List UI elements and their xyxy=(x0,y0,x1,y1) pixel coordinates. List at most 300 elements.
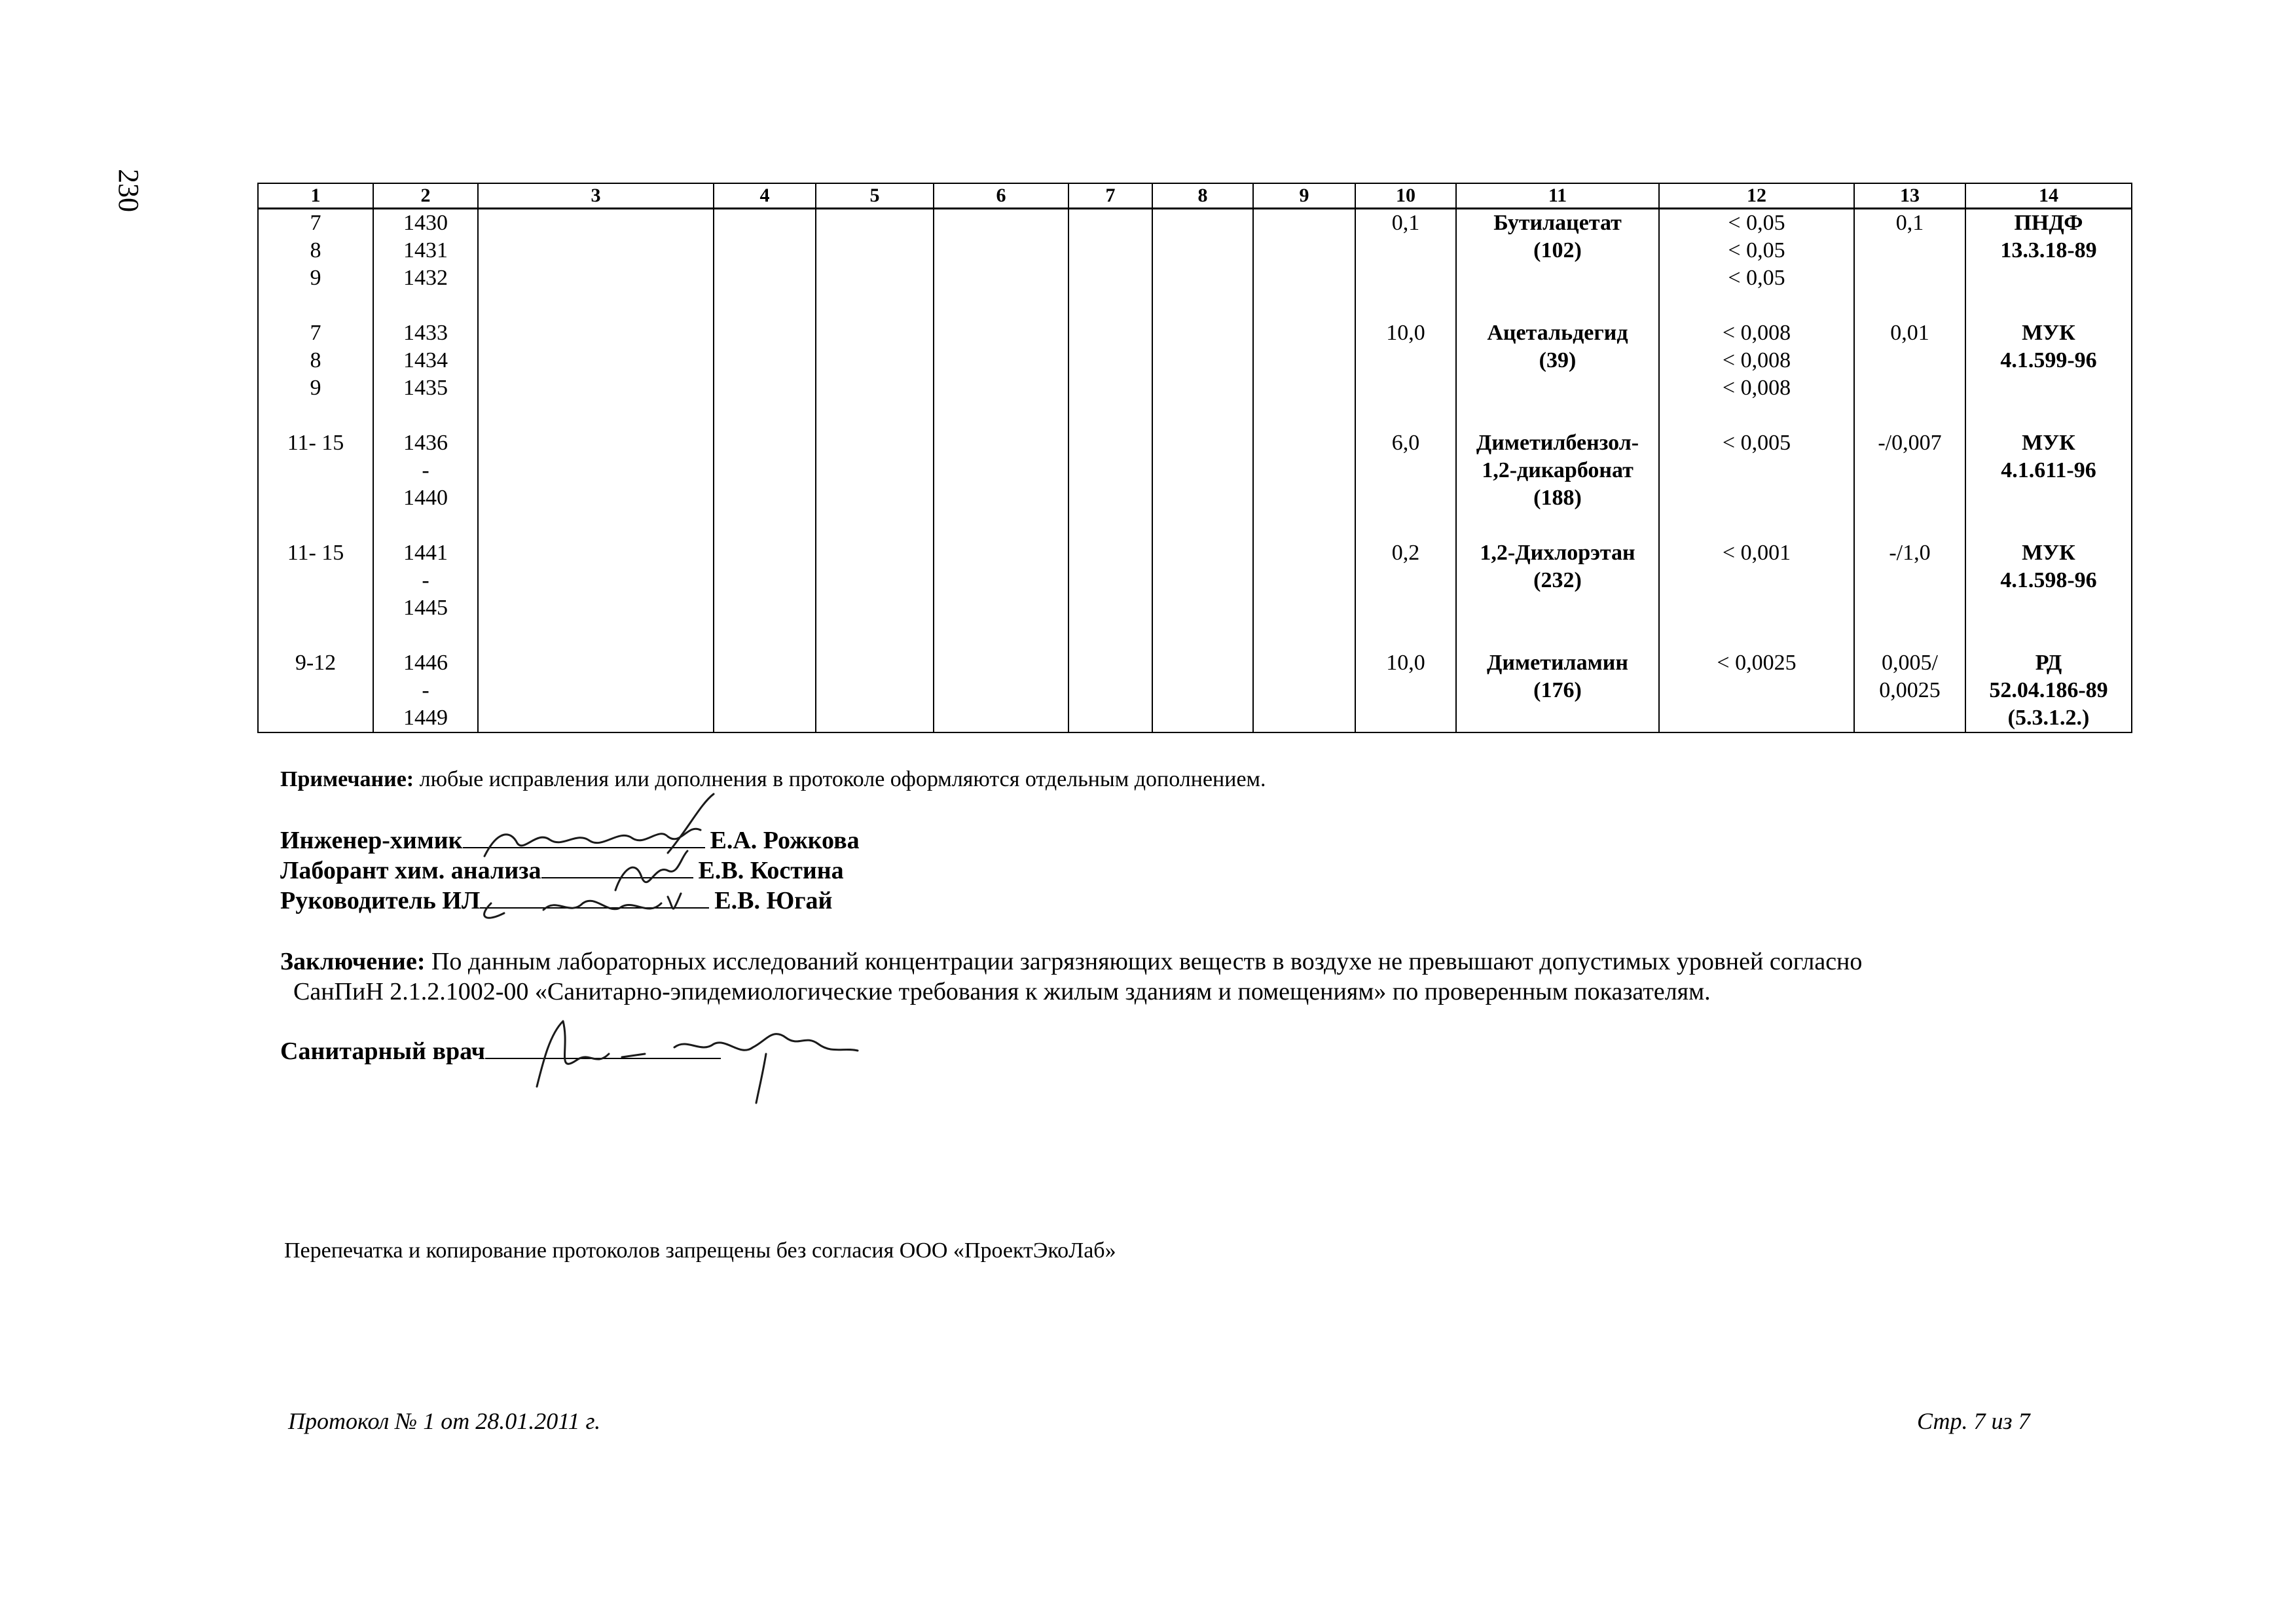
doctor-role: Санитарный врач xyxy=(280,1038,486,1065)
table-cell xyxy=(1355,622,1456,649)
table-cell xyxy=(1253,237,1355,264)
table-cell xyxy=(934,292,1068,319)
table-cell xyxy=(1659,402,1854,429)
table-cell xyxy=(816,237,934,264)
table-cell xyxy=(1854,264,1965,292)
table-cell xyxy=(478,594,714,622)
table-cell xyxy=(714,209,816,238)
table-cell xyxy=(478,457,714,484)
column-header: 3 xyxy=(478,183,714,209)
table-cell xyxy=(478,402,714,429)
table-cell xyxy=(816,567,934,594)
table-cell xyxy=(816,539,934,567)
copyright-notice: Перепечатка и копирование протоколов запрещены без согласия ООО «ПроектЭкоЛаб» xyxy=(284,1238,1116,1263)
table-cell xyxy=(1456,622,1659,649)
table-cell: 0,2 xyxy=(1355,539,1456,567)
table-row xyxy=(258,677,2132,704)
table-cell: Диметиламин xyxy=(1456,649,1659,677)
table-cell xyxy=(1355,402,1456,429)
table-cell: < 0,008 xyxy=(1659,319,1854,347)
table-row xyxy=(258,539,2132,567)
table-cell xyxy=(478,347,714,374)
table-cell xyxy=(1355,594,1456,622)
table-cell xyxy=(1854,457,1965,484)
table-cell xyxy=(1068,567,1152,594)
table-cell: 4.1.599-96 xyxy=(1965,347,2132,374)
table-cell xyxy=(1152,512,1253,539)
table-cell xyxy=(1854,567,1965,594)
table-cell: Бутилацетат xyxy=(1456,209,1659,238)
table-cell xyxy=(1456,374,1659,402)
table-cell xyxy=(1659,594,1854,622)
table-cell: 1,2-Дихлорэтан xyxy=(1456,539,1659,567)
table-cell xyxy=(1068,319,1152,347)
table-cell: < 0,008 xyxy=(1659,374,1854,402)
table-cell xyxy=(1068,677,1152,704)
table-cell xyxy=(478,292,714,319)
table-cell xyxy=(934,347,1068,374)
table-cell xyxy=(1253,484,1355,512)
handwritten-signature-doctor xyxy=(524,1008,890,1106)
table-cell: 1441 xyxy=(373,539,478,567)
table-cell xyxy=(1355,677,1456,704)
column-header: 7 xyxy=(1068,183,1152,209)
table-cell: 9-12 xyxy=(258,649,373,677)
table-cell xyxy=(816,292,934,319)
table-cell: ПНДФ xyxy=(1965,209,2132,238)
table-cell xyxy=(1152,594,1253,622)
table-cell: < 0,0025 xyxy=(1659,649,1854,677)
table-cell xyxy=(1068,512,1152,539)
table-cell xyxy=(1965,374,2132,402)
table-cell: 1,2-дикарбонат xyxy=(1456,457,1659,484)
table-cell: -/1,0 xyxy=(1854,539,1965,567)
table-cell xyxy=(258,402,373,429)
conclusion-text-line2: СанПиН 2.1.2.1002-00 «Санитарно-эпидемиологические требования к жилым зданиям и помещениям» по проверенным показателям. xyxy=(293,978,1711,1005)
table-cell xyxy=(934,704,1068,732)
table-cell xyxy=(1965,622,2132,649)
table-cell xyxy=(1355,457,1456,484)
table-cell xyxy=(373,292,478,319)
table-cell xyxy=(714,594,816,622)
table-cell: РД xyxy=(1965,649,2132,677)
table-cell xyxy=(258,704,373,732)
table-row xyxy=(258,594,2132,622)
table-row xyxy=(258,374,2132,402)
table-cell xyxy=(1253,429,1355,457)
table-cell: 1435 xyxy=(373,374,478,402)
table-cell xyxy=(1355,704,1456,732)
table-cell: < 0,008 xyxy=(1659,347,1854,374)
table-cell xyxy=(714,484,816,512)
table-cell: 52.04.186-89 xyxy=(1965,677,2132,704)
table-cell xyxy=(1068,402,1152,429)
table-cell xyxy=(714,677,816,704)
table-cell xyxy=(714,429,816,457)
table-row xyxy=(258,567,2132,594)
table-cell: 8 xyxy=(258,237,373,264)
table-cell xyxy=(1152,457,1253,484)
signature-name: Е.В. Югай xyxy=(714,887,833,914)
table-cell xyxy=(1068,374,1152,402)
table-cell xyxy=(1253,402,1355,429)
table-cell xyxy=(478,429,714,457)
table-header-row xyxy=(258,183,2132,209)
table-cell xyxy=(816,374,934,402)
table-cell: 6,0 xyxy=(1355,429,1456,457)
table-cell: 7 xyxy=(258,209,373,238)
table-cell xyxy=(1355,292,1456,319)
table-cell xyxy=(478,484,714,512)
column-header: 12 xyxy=(1659,183,1854,209)
table-cell xyxy=(1355,374,1456,402)
table-cell xyxy=(1854,347,1965,374)
table-row xyxy=(258,429,2132,457)
table-cell xyxy=(934,539,1068,567)
table-cell xyxy=(816,264,934,292)
table-spacer-row xyxy=(258,292,2132,319)
table-cell xyxy=(1152,292,1253,319)
table-row xyxy=(258,209,2132,238)
table-cell xyxy=(714,539,816,567)
table-cell xyxy=(478,374,714,402)
table-cell: (232) xyxy=(1456,567,1659,594)
table-cell xyxy=(1068,622,1152,649)
table-cell xyxy=(1068,292,1152,319)
table-spacer-row xyxy=(258,402,2132,429)
table-cell: 1431 xyxy=(373,237,478,264)
handwritten-signature-head xyxy=(471,877,720,923)
column-header: 5 xyxy=(816,183,934,209)
table-cell xyxy=(373,402,478,429)
table-cell: 8 xyxy=(258,347,373,374)
table-cell: 4.1.611-96 xyxy=(1965,457,2132,484)
table-cell xyxy=(1253,567,1355,594)
table-cell xyxy=(714,704,816,732)
table-cell xyxy=(934,457,1068,484)
table-cell: 1449 xyxy=(373,704,478,732)
note xyxy=(280,767,1266,792)
table-cell xyxy=(1152,374,1253,402)
note-label: Примечание: xyxy=(280,767,414,791)
table-cell xyxy=(478,649,714,677)
table-cell xyxy=(1965,484,2132,512)
table-cell xyxy=(478,237,714,264)
table-cell xyxy=(934,319,1068,347)
table-cell xyxy=(258,512,373,539)
table-cell xyxy=(1068,237,1152,264)
table-cell xyxy=(714,264,816,292)
table-cell xyxy=(934,402,1068,429)
table-cell: Диметилбензол- xyxy=(1456,429,1659,457)
table-cell: 1440 xyxy=(373,484,478,512)
table-cell xyxy=(1152,429,1253,457)
table-cell: 1446 xyxy=(373,649,478,677)
table-cell xyxy=(258,484,373,512)
table-cell xyxy=(1152,649,1253,677)
table-cell xyxy=(714,402,816,429)
table-cell: 1433 xyxy=(373,319,478,347)
table-cell: 11- 15 xyxy=(258,539,373,567)
table-cell xyxy=(1152,347,1253,374)
column-header: 13 xyxy=(1854,183,1965,209)
table-cell xyxy=(816,209,934,238)
table-cell: МУК xyxy=(1965,539,2132,567)
column-header: 14 xyxy=(1965,183,2132,209)
table-cell xyxy=(1253,374,1355,402)
table-cell xyxy=(258,594,373,622)
footer-page: Стр. 7 из 7 xyxy=(1917,1408,2030,1434)
table-cell xyxy=(934,622,1068,649)
table-cell: 10,0 xyxy=(1355,649,1456,677)
table-cell xyxy=(1456,292,1659,319)
table-row xyxy=(258,319,2132,347)
table-cell xyxy=(1854,704,1965,732)
table-cell xyxy=(816,677,934,704)
table-row xyxy=(258,484,2132,512)
table-cell xyxy=(478,512,714,539)
table-cell xyxy=(1068,429,1152,457)
column-header: 11 xyxy=(1456,183,1659,209)
signature-name: Е.А. Рожкова xyxy=(710,827,860,854)
table-cell: 1434 xyxy=(373,347,478,374)
table-cell xyxy=(1456,594,1659,622)
table-cell xyxy=(1152,209,1253,238)
table-cell xyxy=(1355,567,1456,594)
table-cell xyxy=(1152,704,1253,732)
table-cell xyxy=(816,319,934,347)
table-cell xyxy=(1253,457,1355,484)
column-header: 6 xyxy=(934,183,1068,209)
table-cell xyxy=(934,512,1068,539)
table-cell xyxy=(934,567,1068,594)
table-cell: МУК xyxy=(1965,319,2132,347)
table-cell xyxy=(1854,237,1965,264)
table-cell: 10,0 xyxy=(1355,319,1456,347)
table-cell xyxy=(1659,704,1854,732)
table-cell xyxy=(714,374,816,402)
column-header: 9 xyxy=(1253,183,1355,209)
table-cell xyxy=(714,512,816,539)
table-cell xyxy=(258,292,373,319)
table-cell: 1436 xyxy=(373,429,478,457)
table-cell xyxy=(816,512,934,539)
column-header: 10 xyxy=(1355,183,1456,209)
table-cell: (39) xyxy=(1456,347,1659,374)
signature-role: Инженер-химик xyxy=(280,827,463,854)
table-cell: 7 xyxy=(258,319,373,347)
signature-name: Е.В. Костина xyxy=(698,857,844,884)
footer-protocol: Протокол № 1 от 28.01.2011 г. xyxy=(288,1408,601,1434)
table-row xyxy=(258,347,2132,374)
table-cell xyxy=(816,649,934,677)
table-cell xyxy=(1854,622,1965,649)
table-cell xyxy=(714,292,816,319)
table-cell xyxy=(1152,319,1253,347)
table-cell xyxy=(714,649,816,677)
table-cell xyxy=(478,567,714,594)
table-cell xyxy=(1152,677,1253,704)
table-cell xyxy=(1659,622,1854,649)
table-cell xyxy=(1253,677,1355,704)
table-cell xyxy=(816,457,934,484)
table-cell xyxy=(1659,484,1854,512)
table-cell xyxy=(1253,292,1355,319)
table-cell xyxy=(1854,402,1965,429)
conclusion-label: Заключение: xyxy=(280,948,426,975)
table-cell xyxy=(934,237,1068,264)
table-cell xyxy=(934,649,1068,677)
table-cell xyxy=(1456,402,1659,429)
table-cell xyxy=(1355,237,1456,264)
table-cell xyxy=(1068,649,1152,677)
table-cell: < 0,05 xyxy=(1659,237,1854,264)
table-spacer-row xyxy=(258,512,2132,539)
table-cell xyxy=(478,319,714,347)
table-cell xyxy=(1854,512,1965,539)
table-cell xyxy=(934,374,1068,402)
table-cell xyxy=(1854,484,1965,512)
signature-role: Руководитель ИЛ xyxy=(280,887,481,914)
table-cell xyxy=(1854,374,1965,402)
table-cell xyxy=(816,347,934,374)
table-row xyxy=(258,704,2132,732)
table-cell: 4.1.598-96 xyxy=(1965,567,2132,594)
table-cell xyxy=(1068,209,1152,238)
conclusion-text-line1: По данным лабораторных исследований концентрации загрязняющих веществ в воздухе не превышают допустимых уровней согласно xyxy=(425,948,1863,975)
table-cell xyxy=(714,567,816,594)
table-cell xyxy=(1456,704,1659,732)
table-cell xyxy=(1068,594,1152,622)
table-cell: 0,005/ xyxy=(1854,649,1965,677)
table-cell xyxy=(816,402,934,429)
table-cell: 9 xyxy=(258,374,373,402)
table-cell xyxy=(1659,567,1854,594)
table-cell xyxy=(1355,264,1456,292)
table-cell xyxy=(1456,512,1659,539)
conclusion xyxy=(280,947,2048,1007)
table-cell xyxy=(816,484,934,512)
table-cell xyxy=(373,622,478,649)
table-cell xyxy=(258,567,373,594)
table-cell: 9 xyxy=(258,264,373,292)
table-cell: < 0,05 xyxy=(1659,209,1854,238)
table-cell xyxy=(934,677,1068,704)
column-header: 1 xyxy=(258,183,373,209)
table-cell xyxy=(1253,539,1355,567)
table-cell: 0,1 xyxy=(1854,209,1965,238)
table-cell: < 0,05 xyxy=(1659,264,1854,292)
table-cell xyxy=(1068,704,1152,732)
table-cell xyxy=(816,704,934,732)
table-cell xyxy=(1965,292,2132,319)
table-cell: - xyxy=(373,567,478,594)
table-cell xyxy=(1068,484,1152,512)
column-header: 4 xyxy=(714,183,816,209)
table-cell xyxy=(1253,512,1355,539)
table-cell xyxy=(1659,677,1854,704)
table-cell xyxy=(1152,622,1253,649)
table-cell xyxy=(1152,539,1253,567)
table-cell xyxy=(1456,264,1659,292)
results-table xyxy=(257,183,2132,733)
table-cell: < 0,005 xyxy=(1659,429,1854,457)
table-cell xyxy=(816,594,934,622)
table-cell xyxy=(1253,347,1355,374)
table-cell xyxy=(1068,264,1152,292)
table-cell xyxy=(816,622,934,649)
table-cell xyxy=(1152,484,1253,512)
table-cell xyxy=(478,209,714,238)
table-cell xyxy=(934,484,1068,512)
table-cell xyxy=(1355,347,1456,374)
table-cell: 1432 xyxy=(373,264,478,292)
note-text: любые исправления или дополнения в протоколе оформляются отдельным дополнением. xyxy=(414,767,1266,791)
table-cell xyxy=(1152,237,1253,264)
table-cell xyxy=(258,677,373,704)
table-cell: - xyxy=(373,677,478,704)
table-row xyxy=(258,457,2132,484)
table-cell xyxy=(1152,264,1253,292)
column-header: 2 xyxy=(373,183,478,209)
signature-role: Лаборант хим. анализа xyxy=(280,857,541,884)
table-cell: (188) xyxy=(1456,484,1659,512)
table-cell xyxy=(934,209,1068,238)
table-cell xyxy=(478,677,714,704)
table-cell xyxy=(1659,512,1854,539)
page-number: 230 xyxy=(113,169,145,212)
table-cell: 0,01 xyxy=(1854,319,1965,347)
table-cell xyxy=(1659,457,1854,484)
table-cell: < 0,001 xyxy=(1659,539,1854,567)
table-cell xyxy=(1659,292,1854,319)
table-spacer-row xyxy=(258,622,2132,649)
table-cell: 0,1 xyxy=(1355,209,1456,238)
table-cell xyxy=(1965,264,2132,292)
table-cell xyxy=(1152,567,1253,594)
table-cell xyxy=(1965,512,2132,539)
table-cell xyxy=(373,512,478,539)
table-cell: -/0,007 xyxy=(1854,429,1965,457)
table-cell xyxy=(1253,704,1355,732)
table-cell xyxy=(258,622,373,649)
table-cell: Ацетальдегид xyxy=(1456,319,1659,347)
table-cell xyxy=(714,237,816,264)
table-cell xyxy=(816,429,934,457)
table-row xyxy=(258,237,2132,264)
table-cell: 13.3.18-89 xyxy=(1965,237,2132,264)
table-cell xyxy=(714,319,816,347)
table-cell xyxy=(1355,512,1456,539)
table-cell xyxy=(1854,594,1965,622)
table-cell: (176) xyxy=(1456,677,1659,704)
table-cell xyxy=(1068,539,1152,567)
table-cell xyxy=(1068,347,1152,374)
table-cell: 0,0025 xyxy=(1854,677,1965,704)
table-cell: (5.3.1.2.) xyxy=(1965,704,2132,732)
table-cell: 1430 xyxy=(373,209,478,238)
table-row xyxy=(258,264,2132,292)
table-cell xyxy=(1253,209,1355,238)
table-cell xyxy=(1152,402,1253,429)
table-cell xyxy=(1253,264,1355,292)
table-cell xyxy=(478,622,714,649)
table-row xyxy=(258,649,2132,677)
table-cell: 11- 15 xyxy=(258,429,373,457)
table-cell xyxy=(478,264,714,292)
table-cell xyxy=(1253,319,1355,347)
table-cell xyxy=(1965,402,2132,429)
